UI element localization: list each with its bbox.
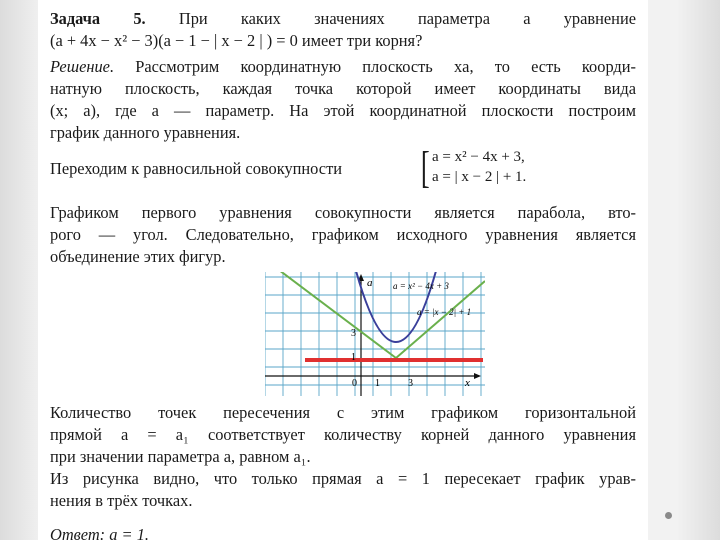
- system-intro-block: [50, 158, 410, 180]
- function-graph: [265, 272, 485, 396]
- angle-label: a = |x − 2| + 1: [417, 307, 472, 317]
- system-intro: Переходим к равносильной совокупности: [50, 159, 342, 178]
- system-eq2: a = | x − 2 | + 1.: [432, 169, 527, 185]
- task-question-line1: При каких значениях параметра a уравнение: [178, 9, 636, 28]
- system-eq1: a = x² − 4x + 3,: [432, 149, 525, 165]
- x-axis-label: x: [465, 377, 470, 389]
- graph-description-block: [50, 202, 636, 268]
- conclusion-line2: прямой a = a₁ соответствует количеству корней данного уравнения: [50, 425, 636, 444]
- solution-line4: график данного уравнения.: [50, 123, 241, 142]
- task-block: [50, 8, 636, 52]
- task-question-line2: (a + 4x − x² − 3)(a − 1 − | x − 2 | ) = 0 имеет три корня?: [50, 31, 423, 50]
- conclusion-line1: Количество точек пересечения с этим графиком горизонтальной: [50, 403, 636, 422]
- answer-label: Ответ:: [50, 525, 106, 540]
- parabola-label: a = x² − 4x + 3: [393, 281, 449, 291]
- solution-line1: Рассмотрим координатную плоскость xa, то есть коорди-: [135, 57, 636, 76]
- graph-text-line3: объединение этих фигур.: [50, 247, 226, 266]
- solution-block: [50, 56, 636, 144]
- graph-text-line1: Графиком первого уравнения совокупности является парабола, вто-: [50, 203, 636, 222]
- x-tick-3: 3: [408, 378, 413, 389]
- x-tick-1: 1: [375, 378, 380, 389]
- conclusion-line3: при значении параметра a, равном a₁.: [50, 447, 311, 466]
- solution-label: Решение.: [50, 57, 115, 76]
- graph-text-line2: рого — угол. Следовательно, графиком исходного уравнения является: [50, 225, 636, 244]
- textbook-page: [38, 0, 648, 540]
- solution-line3: (x; a), где a — параметр. На этой координатной плоскости построим: [50, 101, 636, 120]
- a-tick-3: 3: [351, 328, 356, 339]
- a-tick-1: 1: [351, 352, 356, 363]
- origin-label: 0: [352, 378, 357, 389]
- answer-block: [50, 524, 636, 540]
- system-bracket: [: [420, 143, 430, 192]
- task-title: Задача 5.: [50, 9, 146, 28]
- conclusion-line5: нения в трёх точках.: [50, 491, 193, 510]
- conclusion-line4: Из рисунка видно, что только прямая a = 1 пересекает график урав-: [50, 469, 636, 488]
- conclusion-block: [50, 402, 636, 512]
- a-axis-label: a: [367, 277, 373, 289]
- solution-line2: натную плоскость, каждая точка которой имеет координаты вида: [50, 79, 636, 98]
- slide-bullet-dot: [665, 512, 672, 519]
- answer-value: a = 1.: [109, 525, 150, 540]
